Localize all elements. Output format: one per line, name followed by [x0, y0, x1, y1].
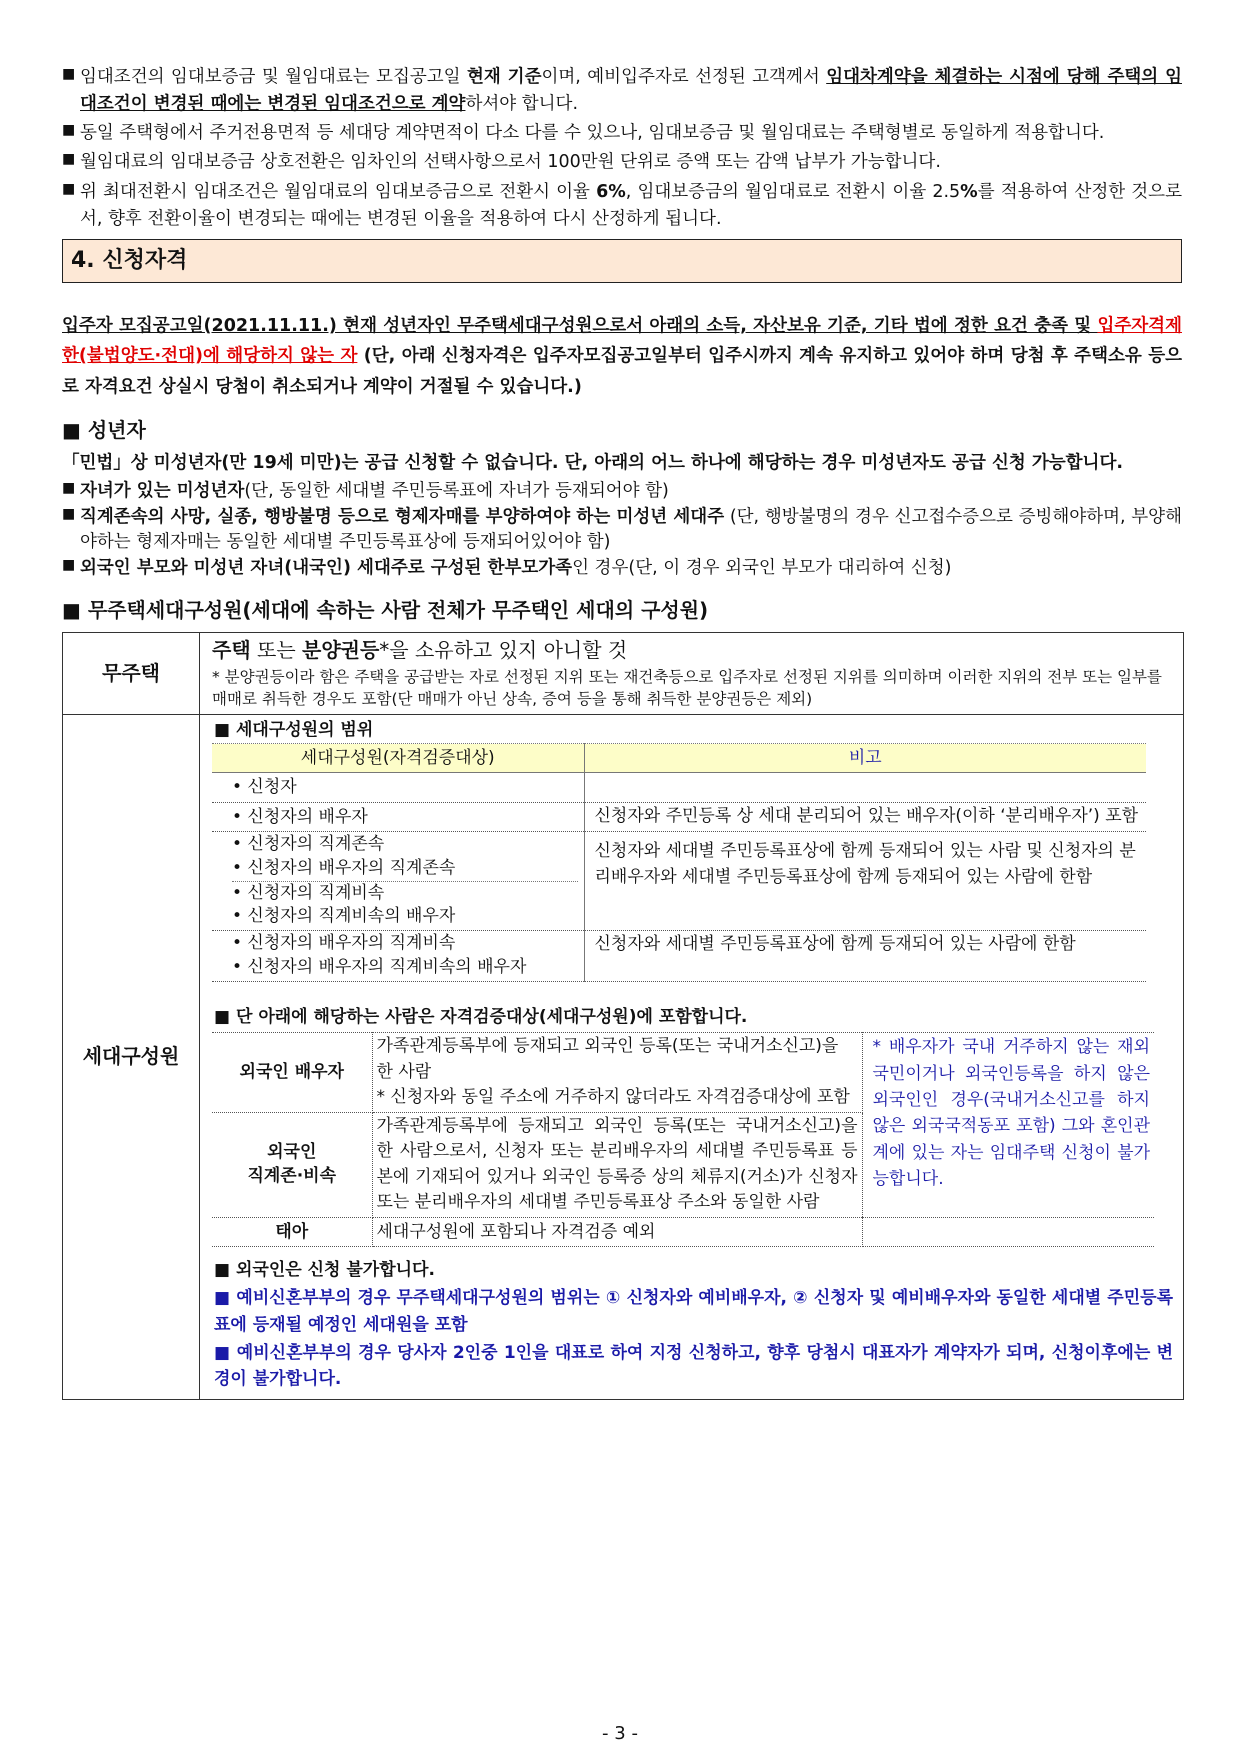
eligibility-lead — [62, 311, 1182, 403]
text: 또는 — [250, 637, 302, 662]
col-header-member: 세대구성원(자격검증대상) — [212, 744, 584, 773]
text-bold: 주택 — [212, 637, 251, 662]
member-item: • 신청자의 직계비속 — [232, 881, 578, 906]
foreign-side-note: * 배우자가 국내 거주하지 않는 재외국민이거나 외국인등록을 하지 않은 외국인인 경우(국내거소신고를 하지 않은 외국국적동포 포함) 그와 혼인관계에 있는 자는 임대주택 신청이 불가능합니다. — [862, 1033, 1154, 1218]
members-content — [200, 714, 1184, 1399]
empty-cell — [862, 1217, 1154, 1246]
text: 를 적용하여 산정한 것으로서, 향후 전환이율이 변경되는 때에는 변경된 이율을 적용하여 다시 산정하게 됩니다. — [80, 181, 1182, 229]
foreign-spouse-desc — [372, 1033, 862, 1113]
section-title: 4. 신청자격 — [71, 247, 188, 273]
table-row — [212, 802, 1146, 831]
section-header — [62, 239, 1182, 283]
foreign-spouse-label: 외국인 배우자 — [212, 1033, 372, 1113]
table-row — [212, 1217, 1154, 1246]
adult-item-1 — [62, 479, 1182, 504]
lead-text-red: 입주자격제한(불법양도·전대)에 해당하지 않는 자 — [62, 315, 1182, 367]
fetus-desc: 세대구성원에 포함되나 자격검증 예외 — [372, 1217, 862, 1246]
fetus-label: 태아 — [212, 1217, 372, 1246]
no-house-main — [212, 635, 1173, 666]
bullet-square-icon: ■ — [62, 557, 76, 574]
note-no-foreigner: ■ 외국인은 신청 불가합니다. — [214, 1260, 435, 1281]
text: 이며, 예비입주자로 선정된 고객께서 — [541, 67, 827, 87]
bullet-square-icon: ■ — [62, 479, 76, 496]
household-table — [62, 632, 1184, 1400]
member-lineal-group — [212, 832, 584, 931]
member-item: • 신청자의 배우자의 직계존속 — [232, 857, 456, 878]
foreign-lineal-desc: 가족관계등록부에 등재되고 외국인 등록(또는 국내거소신고)을 한 사람으로서, 신청자 또는 분리배우자의 세대별 주민등록표 등본에 기재되어 있거나 외국인 등록증 상의 체류지(거소)가 신청자 또는 분리배우자의 세대별 주민등록표상 주소와 동일한 사람 — [372, 1112, 862, 1217]
member-item: • 신청자의 배우자의 직계비속 — [232, 933, 456, 954]
bullet-conversion — [62, 149, 1182, 176]
text: (단, 동일한 세대별 주민등록표에 자녀가 등재되어야 함) — [244, 480, 669, 501]
member-spouse: • 신청자의 배우자 — [212, 802, 584, 831]
scope-header-row — [212, 744, 1146, 773]
foreign-lineal-label — [212, 1112, 372, 1217]
text: 인 경우(단, 이 경우 외국인 부모가 대리하여 신청) — [572, 558, 952, 579]
adult-item-2 — [62, 505, 1182, 554]
household-heading: ■ 무주택세대구성원(세대에 속하는 사람 전체가 무주택인 세대의 구성원) — [62, 597, 709, 622]
table-row — [212, 773, 1146, 802]
text: 직계존·비속 — [247, 1165, 337, 1186]
member-item: • 신청자의 배우자의 직계비속의 배우자 — [232, 957, 527, 978]
no-house-content — [200, 632, 1184, 714]
text: 외국인 — [267, 1141, 317, 1162]
note-prenewlywed-rep: ■ 예비신혼부부의 경우 당사자 2인중 1인을 대표로 하여 지정 신청하고, 향후 당첨시 대표자가 계약자가 되며, 신청이후에는 변경이 불가합니다. — [214, 1343, 1173, 1390]
members-scope-table — [212, 743, 1146, 982]
lead-text-underline: 입주자 모집공고일(2021.11.11.) 현재 성년자인 무주택세대구성원으로서 아래의 소득, 자산보유 기준, 기타 법에 정한 요건 충족 및 — [62, 315, 1098, 336]
bullet-square-icon: ■ — [62, 66, 76, 82]
text-bold: % — [960, 181, 978, 202]
member-spouse-remark: 신청자와 주민등록 상 세대 분리되어 있는 배우자(이하 ‘분리배우자’) 포함 — [584, 802, 1146, 831]
text: 하셔야 합니다. — [465, 94, 579, 115]
member-lineal-remark: 신청자와 세대별 주민등록표상에 함께 등재되어 있는 사람 및 신청자의 분리배우자와 세대별 주민등록표상에 함께 등재되어 있는 사람에 한함 — [584, 832, 1146, 931]
member-remark — [584, 773, 1146, 802]
text: , 임대보증금의 월임대료로 전환시 이율 2.5 — [625, 181, 961, 202]
table-row — [212, 931, 1146, 982]
adult-item-3 — [62, 556, 1182, 581]
no-house-note: * 분양권등이라 함은 주택을 공급받는 자로 선정된 지위 또는 재건축등으로 입주자로 선정된 지위를 의미하며 이러한 지위의 전부 또는 일부를 매매로 취득한 경우도 포함(단 매매가 아닌 상속, 증여 등을 통해 취득한 분양권등은 제외) — [212, 667, 1162, 709]
text: (단, 행방불명의 경우 신고접수증으로 증빙해야하며, 부양해야하는 형제자매는 동일한 세대별 주민등록표상에 등재되어있어야 함) — [80, 507, 1182, 552]
text-bold: 자녀가 있는 미성년자 — [80, 480, 245, 501]
scope-heading: ■ 세대구성원의 범위 — [214, 719, 374, 740]
text-bold: 외국인 부모와 미성년 자녀(내국인) 세대주로 구성된 한부모가족 — [80, 558, 573, 579]
label-no-house: 무주택 — [63, 632, 200, 714]
adult-intro: 「민법」상 미성년자(만 19세 미만)는 공급 신청할 수 없습니다. 단, 아래의 어느 하나에 해당하는 경우 미성년자도 공급 신청 가능합니다. — [62, 452, 1124, 473]
bullet-max-conversion — [62, 179, 1182, 233]
table-row — [212, 1033, 1154, 1113]
bullet-lease-conditions — [62, 64, 1182, 118]
text: 위 최대전환시 임대조건은 월임대료의 임대보증금으로 전환시 이율 — [80, 181, 597, 202]
bullet-square-icon: ■ — [62, 180, 76, 197]
bullet-square-icon: ■ — [62, 506, 76, 523]
bullet-square-icon: ■ — [62, 122, 76, 139]
text: 동일 주택형에서 주거전용면적 등 세대당 계약면적이 다소 다를 수 있으나, 임대보증금 및 월임대료는 주택형별로 동일하게 적용합니다. — [80, 123, 1105, 144]
text-bold: 6% — [596, 181, 626, 202]
col-header-remark: 비고 — [584, 744, 1146, 773]
member-item: • 신청자의 직계비속의 배우자 — [232, 906, 456, 927]
inclusion-heading: ■ 단 아래에 해당하는 사람은 자격검증대상(세대구성원)에 포함합니다. — [214, 1006, 748, 1027]
note-prenewlywed-scope: ■ 예비신혼부부의 경우 무주택세대구성원의 범위는 ① 신청자와 예비배우자, ② 신청자 및 예비배우자와 동일한 세대별 주민등록표에 등재될 예정인 세대원을 포함 — [214, 1288, 1173, 1335]
lead-text: (단, 아래 신청자격은 입주자모집공고일부터 입주시까지 계속 유지하고 있어야 하며 당첨 후 주택소유 등으로 자격요건 상실시 당첨이 취소되거나 계약이 거절될 수 있습니다.) — [62, 346, 1182, 397]
member-spouse-desc-remark: 신청자와 세대별 주민등록표상에 함께 등재되어 있는 사람에 한함 — [584, 931, 1146, 982]
member-item: • 신청자의 직계존속 — [232, 834, 385, 855]
foreigner-table — [212, 1032, 1154, 1247]
text: 가족관계등록부에 등재되고 외국인 등록(또는 국내거소신고)을 한 사람 — [376, 1036, 839, 1082]
label-members: 세대구성원 — [63, 714, 200, 1399]
table-row-members — [63, 714, 1184, 1399]
text-bold-underline: 임대차계약을 체결하는 시점에 당해 주택의 임대조건이 변경된 때에는 변경된 임대조건으로 계약 — [80, 67, 1182, 115]
text-bold: 분양권등 — [302, 637, 380, 662]
adult-heading: ■ 성년자 — [62, 417, 146, 442]
text: *을 소유하고 있지 아니할 것 — [379, 637, 628, 662]
table-row — [212, 832, 1146, 931]
bullet-same-type — [62, 120, 1182, 147]
text: * 신청자와 동일 주소에 거주하지 않더라도 자격검증대상에 포함 — [376, 1087, 850, 1108]
member-spouse-desc-group — [212, 931, 584, 982]
text-bold: 현재 기준 — [466, 67, 542, 87]
text-bold: 직계존속의 사망, 실종, 행방불명 등으로 형제자매를 부양하여야 하는 미성년 세대주 — [80, 507, 725, 528]
document-page — [62, 64, 1182, 1400]
bullet-square-icon: ■ — [62, 151, 76, 168]
text: 임대조건의 임대보증금 및 월임대료는 모집공고일 — [80, 67, 467, 87]
member-applicant: • 신청자 — [212, 773, 584, 802]
table-row-no-house — [63, 632, 1184, 714]
page-number: - 3 - — [602, 1723, 638, 1744]
text: 월임대료의 임대보증금 상호전환은 임차인의 선택사항으로서 100만원 단위로 증액 또는 감액 납부가 가능합니다. — [80, 152, 941, 173]
